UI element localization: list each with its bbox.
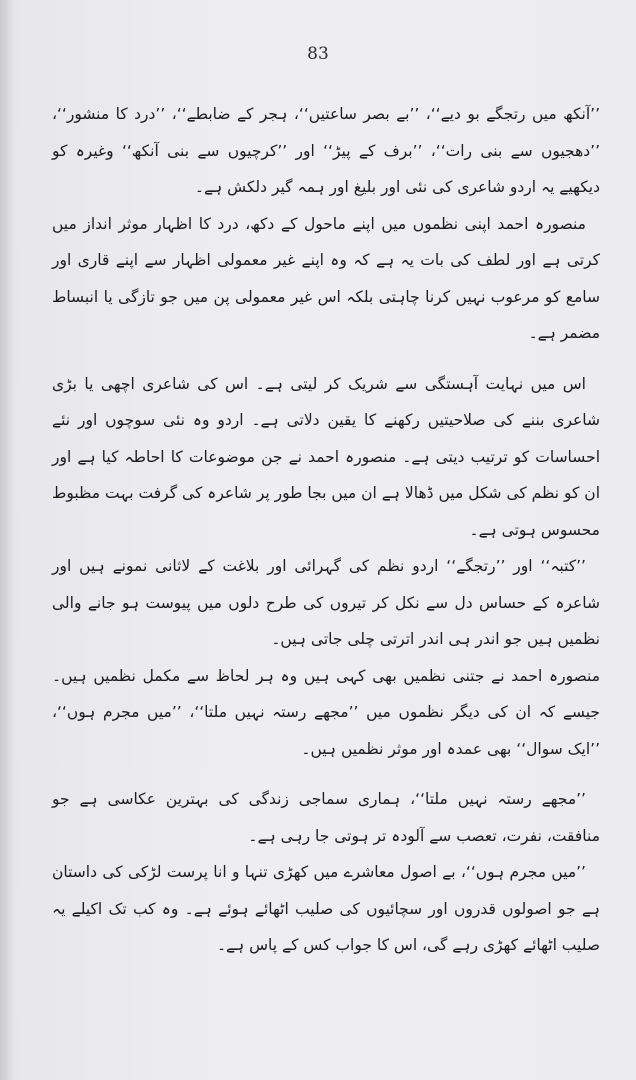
paragraph-7: ’’میں مجرم ہوں‘‘، بے اصول معاشرے میں کھڑی تنہا و انا پرست لڑکی کی داستان ہے جو اصولوں قدروں اور سچائیوں کی صلیب اٹھائے ہوئے ہے۔ وہ کب تک اکیلے یہ صلیب اٹھائے کھڑی رہے گی، اس کا جواب کس کے پاس ہے۔ [52,863,600,954]
page-body-text [52,96,600,964]
paragraph-2: منصورہ احمد اپنی نظموں میں اپنے ماحول کے دکھ، درد کا اظہار موثر انداز میں کرتی ہے اور لطف کی بات یہ ہے کہ وہ اپنے غیر معمولی اظہار سے اپنے قاری اور سامع کو مرعوب نہیں کرنا چاہتی بلکہ اس غیر معمولی پن میں جو تازگی یا انبساط مضمر ہے۔ [52,214,600,342]
paragraph-1: ’’آنکھ میں رتجگے بو دیے‘‘، ’’بے بصر ساعتیں‘‘، ہجر کے ضابطے‘‘، ’’درد کا منشور‘‘، ’’دھجیوں سے بنی رات‘‘، ’’برف کے پیڑ‘‘ اور ’’کرچیوں سے بنی آنکھ‘‘ وغیرہ کو دیکھیے یہ اردو شاعری کی نئی اور بلیغ اور ہمہ گیر دلکش ہے۔ [52,105,600,196]
page-spine-shadow [0,0,14,1080]
paragraph-6: ’’مجھے رستہ نہیں ملتا‘‘، ہماری سماجی زندگی کی بہترین عکاسی ہے جو منافقت، نفرت، تعصب سے آلودہ تر ہوتی جا رہی ہے۔ [52,790,600,845]
paragraph-3: اس میں نہایت آہستگی سے شریک کر لیتی ہے۔ اس کی شاعری اچھی یا بڑی شاعری بننے کی صلاحیتیں رکھنے کا یقین دلاتی ہے۔ اردو وہ نئی سوچوں اور نئے احساسات کو ترتیب دیتی ہے۔ منصورہ احمد نے جن موضوعات کا احاطہ کیا ہے اور ان کو نظم کی شکل میں ڈھالا ہے ان میں بجا طور پر شاعرہ کی گرفت بہت مظبوط محسوس ہوتی ہے۔ [52,374,600,539]
paragraph-4: ’’کتبہ‘‘ اور ’’رتجگے‘‘ اردو نظم کی گہرائی اور بلاغت کے لاثانی نمونے ہیں اور شاعرہ کے حساس دل سے نکل کر تیروں کی طرح دلوں میں پیوست ہو جانے والی نظمیں ہیں جو اندر ہی اندر اترتی چلی جاتی ہیں۔ [52,557,600,648]
page-number: 83 [307,44,329,64]
paragraph-5: منصورہ احمد نے جتنی نظمیں بھی کہی ہیں وہ ہر لحاظ سے مکمل نظمیں ہیں۔ جیسے کہ ان کی دیگر نظموں میں ’’مجھے رستہ نہیں ملتا‘‘، ’’میں مجرم ہوں‘‘، ’’ایک سوال‘‘ بھی عمدہ اور موثر نظمیں ہیں۔ [52,666,600,758]
